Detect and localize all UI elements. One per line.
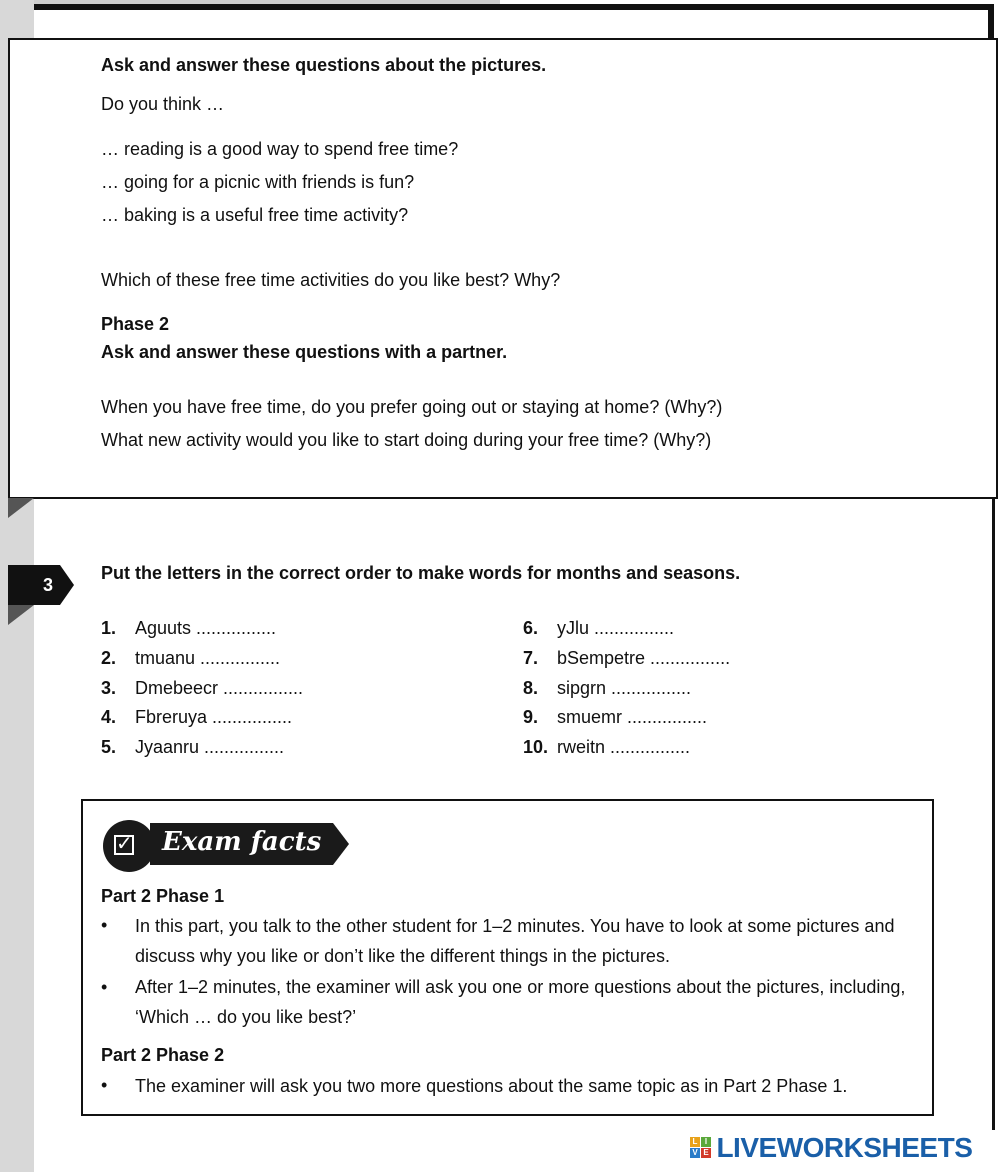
word-number: 4. (101, 707, 117, 727)
word-number: 6. (523, 618, 539, 638)
word-item[interactable] (523, 677, 691, 699)
word-number: 1. (101, 618, 117, 638)
scrambled-word: smuemr ................ (557, 707, 708, 727)
scrambled-word: bSempetre ................ (557, 648, 731, 668)
phase-heading: Ask and answer these questions with a partner. (101, 342, 508, 362)
scrambled-word: rweitn ................ (557, 737, 691, 757)
word-number: 7. (523, 648, 539, 668)
scrambled-word: tmuanu ................ (135, 648, 281, 668)
exam-facts-banner-arrow (333, 823, 349, 865)
scrambled-word: yJlu ................ (557, 618, 675, 638)
word-item[interactable] (523, 617, 674, 639)
phase-title: Phase 2 (101, 314, 170, 334)
scrambled-word: Fbreruya ................ (135, 707, 293, 727)
corner-triangle-bottom (8, 605, 34, 625)
followup-question: Which of these free time activities do you like best? Why? (101, 270, 561, 290)
bullet-dot: • (101, 915, 108, 935)
word-number: 8. (523, 678, 539, 698)
word-item[interactable] (101, 706, 292, 728)
word-item[interactable] (101, 736, 284, 758)
exercise-instruction: Put the letters in the correct order to make words for months and seasons. (101, 563, 741, 583)
corner-triangle (8, 498, 34, 518)
scrambled-word: Aguuts ................ (135, 618, 277, 638)
logo-text: LIVEWORKSHEETS (716, 1132, 973, 1163)
phase-question-2: What new activity would you like to start doing during your free time? (Why?) (101, 430, 712, 450)
exam-facts-title: Exam facts (162, 827, 322, 857)
word-number: 3. (101, 678, 117, 698)
scrambled-word: Jyaanru ................ (135, 737, 285, 757)
logo-letter: V (690, 1148, 700, 1158)
bullet-dot: • (101, 1075, 108, 1095)
intro-text: Do you think … (101, 94, 225, 114)
word-number: 5. (101, 737, 117, 757)
checkbox-tick-icon: ✓ (116, 833, 133, 855)
part1-bullet-1: In this part, you talk to the other student for 1–2 minutes. You have to look at some pictures and discuss why you like or don’t like the different things in the pictures. (135, 916, 895, 966)
word-item[interactable] (101, 617, 276, 639)
part2-title: Part 2 Phase 2 (101, 1045, 225, 1065)
word-number: 10. (523, 737, 549, 757)
logo-letter: I (701, 1137, 711, 1147)
logo-letter: L (690, 1137, 700, 1147)
logo-grid-icon (690, 1137, 712, 1159)
part1-bullet-2: After 1–2 minutes, the examiner will ask you one or more questions about the pictures, including, ‘Which … do you like best?’ (135, 977, 906, 1027)
word-item[interactable] (101, 677, 303, 699)
bullet-dot: • (101, 977, 108, 997)
question-1: … reading is a good way to spend free time? (101, 139, 459, 159)
part1-title: Part 2 Phase 1 (101, 886, 225, 906)
word-item[interactable] (523, 736, 690, 758)
word-number: 9. (523, 707, 539, 727)
word-number: 2. (101, 648, 117, 668)
part2-bullet-1: The examiner will ask you two more questions about the same topic as in Part 2 Phase 1. (135, 1076, 848, 1096)
exercise-number: 3 (42, 575, 53, 595)
logo-letter: E (701, 1148, 711, 1158)
scrambled-word: sipgrn ................ (557, 678, 692, 698)
liveworksheets-logo[interactable] (690, 1132, 972, 1162)
phase-question-1: When you have free time, do you prefer going out or staying at home? (Why?) (101, 397, 723, 417)
word-item[interactable] (101, 647, 280, 669)
scrambled-word: Dmebeecr ................ (135, 678, 304, 698)
section-heading: Ask and answer these questions about the pictures. (101, 55, 547, 75)
question-2: … going for a picnic with friends is fun? (101, 172, 415, 192)
word-item[interactable] (523, 647, 730, 669)
word-item[interactable] (523, 706, 707, 728)
question-3: … baking is a useful free time activity? (101, 205, 409, 225)
